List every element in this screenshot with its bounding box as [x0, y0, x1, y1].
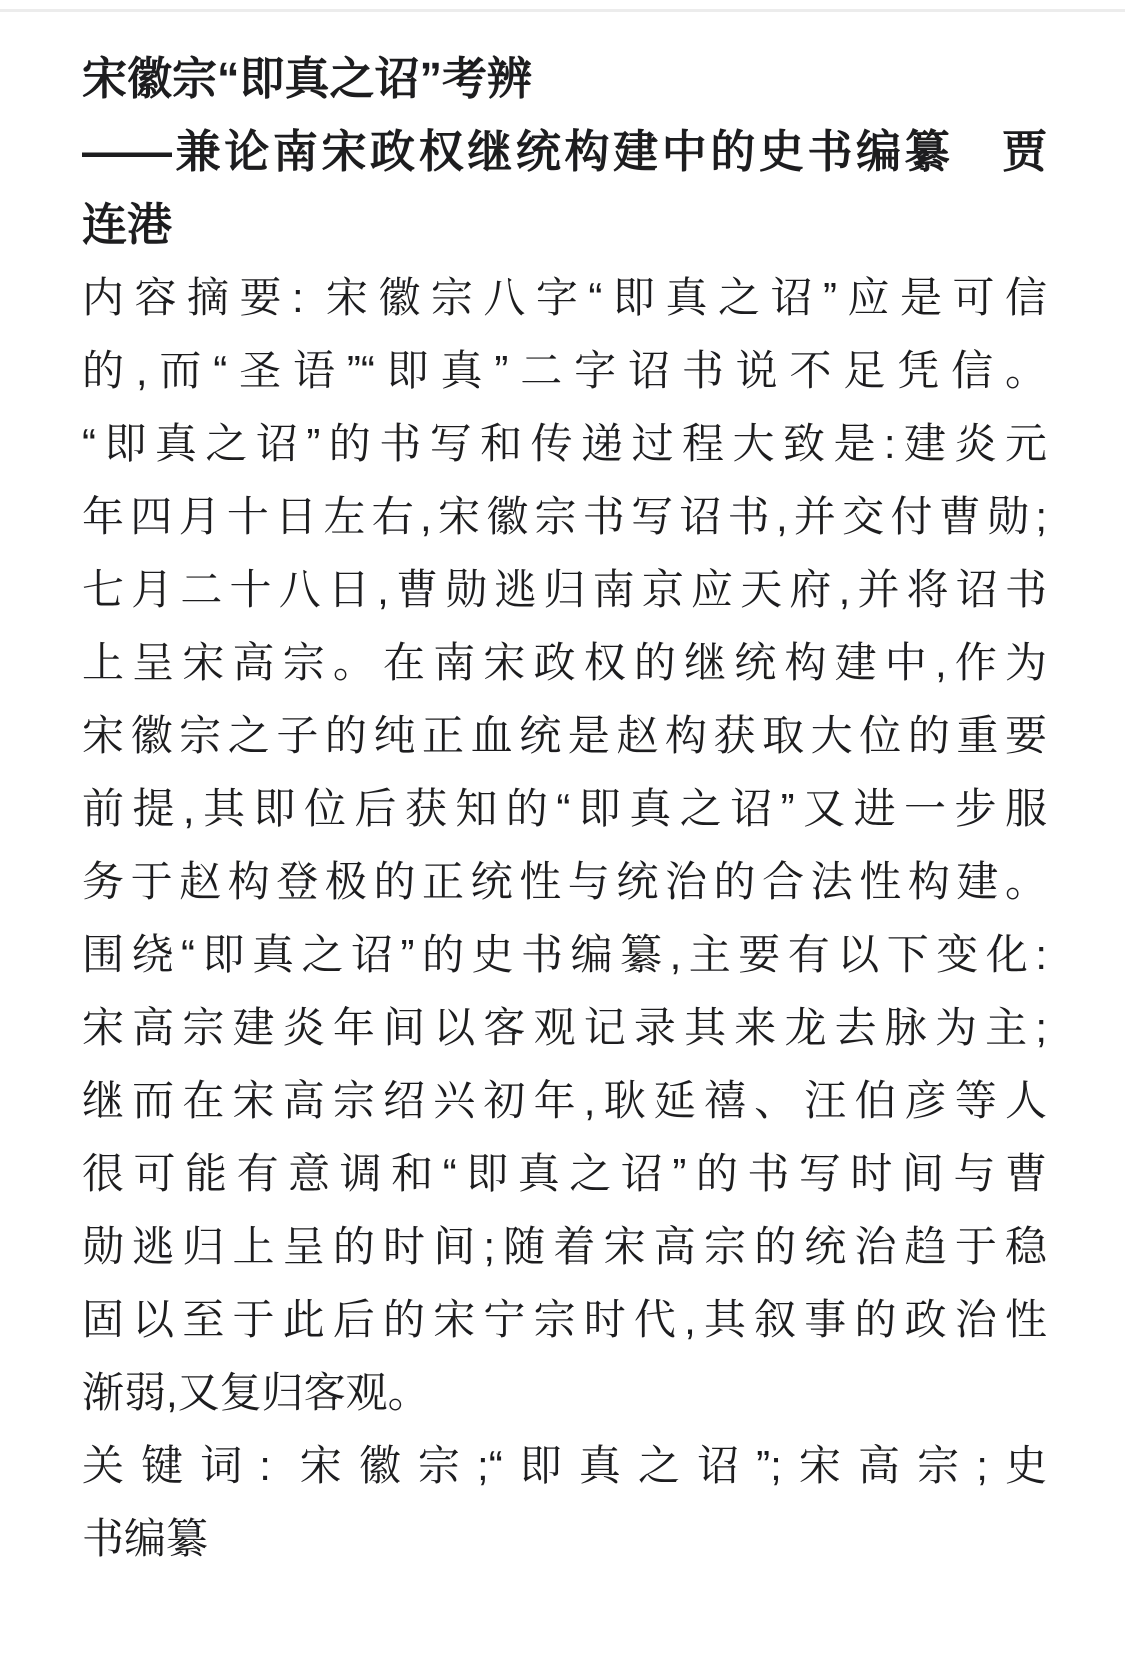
- title-line: 宋徽宗“即真之诏”考辨: [82, 53, 533, 104]
- abstract-line: 内容摘要: 宋徽宗八字“即真之诏”应是可信: [82, 274, 1047, 321]
- abstract-line: 渐弱,又复归客观。: [82, 1369, 430, 1416]
- abstract-line: 围绕“即真之诏”的史书编纂,主要有以下变化:: [82, 931, 1047, 978]
- abstract-line: “即真之诏”的书写和传递过程大致是:建炎元: [82, 420, 1047, 467]
- keywords-line: 关键词: 宋徽宗;“即真之诏”;宋高宗;史: [82, 1442, 1047, 1489]
- abstract-line: 很可能有意调和“即真之诏”的书写时间与曹: [82, 1150, 1047, 1197]
- abstract-line: 年四月十日左右,宋徽宗书写诏书,并交付曹勋;: [82, 493, 1047, 540]
- author-line: 连港: [82, 199, 173, 250]
- abstract-line: 固以至于此后的宋宁宗时代,其叙事的政治性: [82, 1296, 1047, 1343]
- abstract-line: 的,而“圣语”“即真”二字诏书说不足凭信。: [82, 347, 1047, 394]
- abstract-line: 上呈宋高宗。在南宋政权的继统构建中,作为: [82, 639, 1047, 686]
- page-top-shadow: [0, 9, 1125, 12]
- abstract-line: 宋徽宗之子的纯正血统是赵构获取大位的重要: [82, 712, 1047, 759]
- article-body: [82, 42, 1047, 1575]
- abstract-line: 宋高宗建炎年间以客观记录其来龙去脉为主;: [82, 1004, 1047, 1051]
- abstract-line: 七月二十八日,曹勋逃归南京应天府,并将诏书: [82, 566, 1047, 613]
- abstract-line: 前提,其即位后获知的“即真之诏”又进一步服: [82, 785, 1047, 832]
- abstract-line: 继而在宋高宗绍兴初年,耿延禧、汪伯彦等人: [82, 1077, 1047, 1124]
- keywords-line: 书编纂: [82, 1515, 209, 1562]
- subtitle-line: ——兼论南宋政权继统构建中的史书编纂 贾: [82, 126, 1047, 177]
- abstract-line: 勋逃归上呈的时间;随着宋高宗的统治趋于稳: [82, 1223, 1047, 1270]
- abstract-line: 务于赵构登极的正统性与统治的合法性构建。: [82, 858, 1047, 905]
